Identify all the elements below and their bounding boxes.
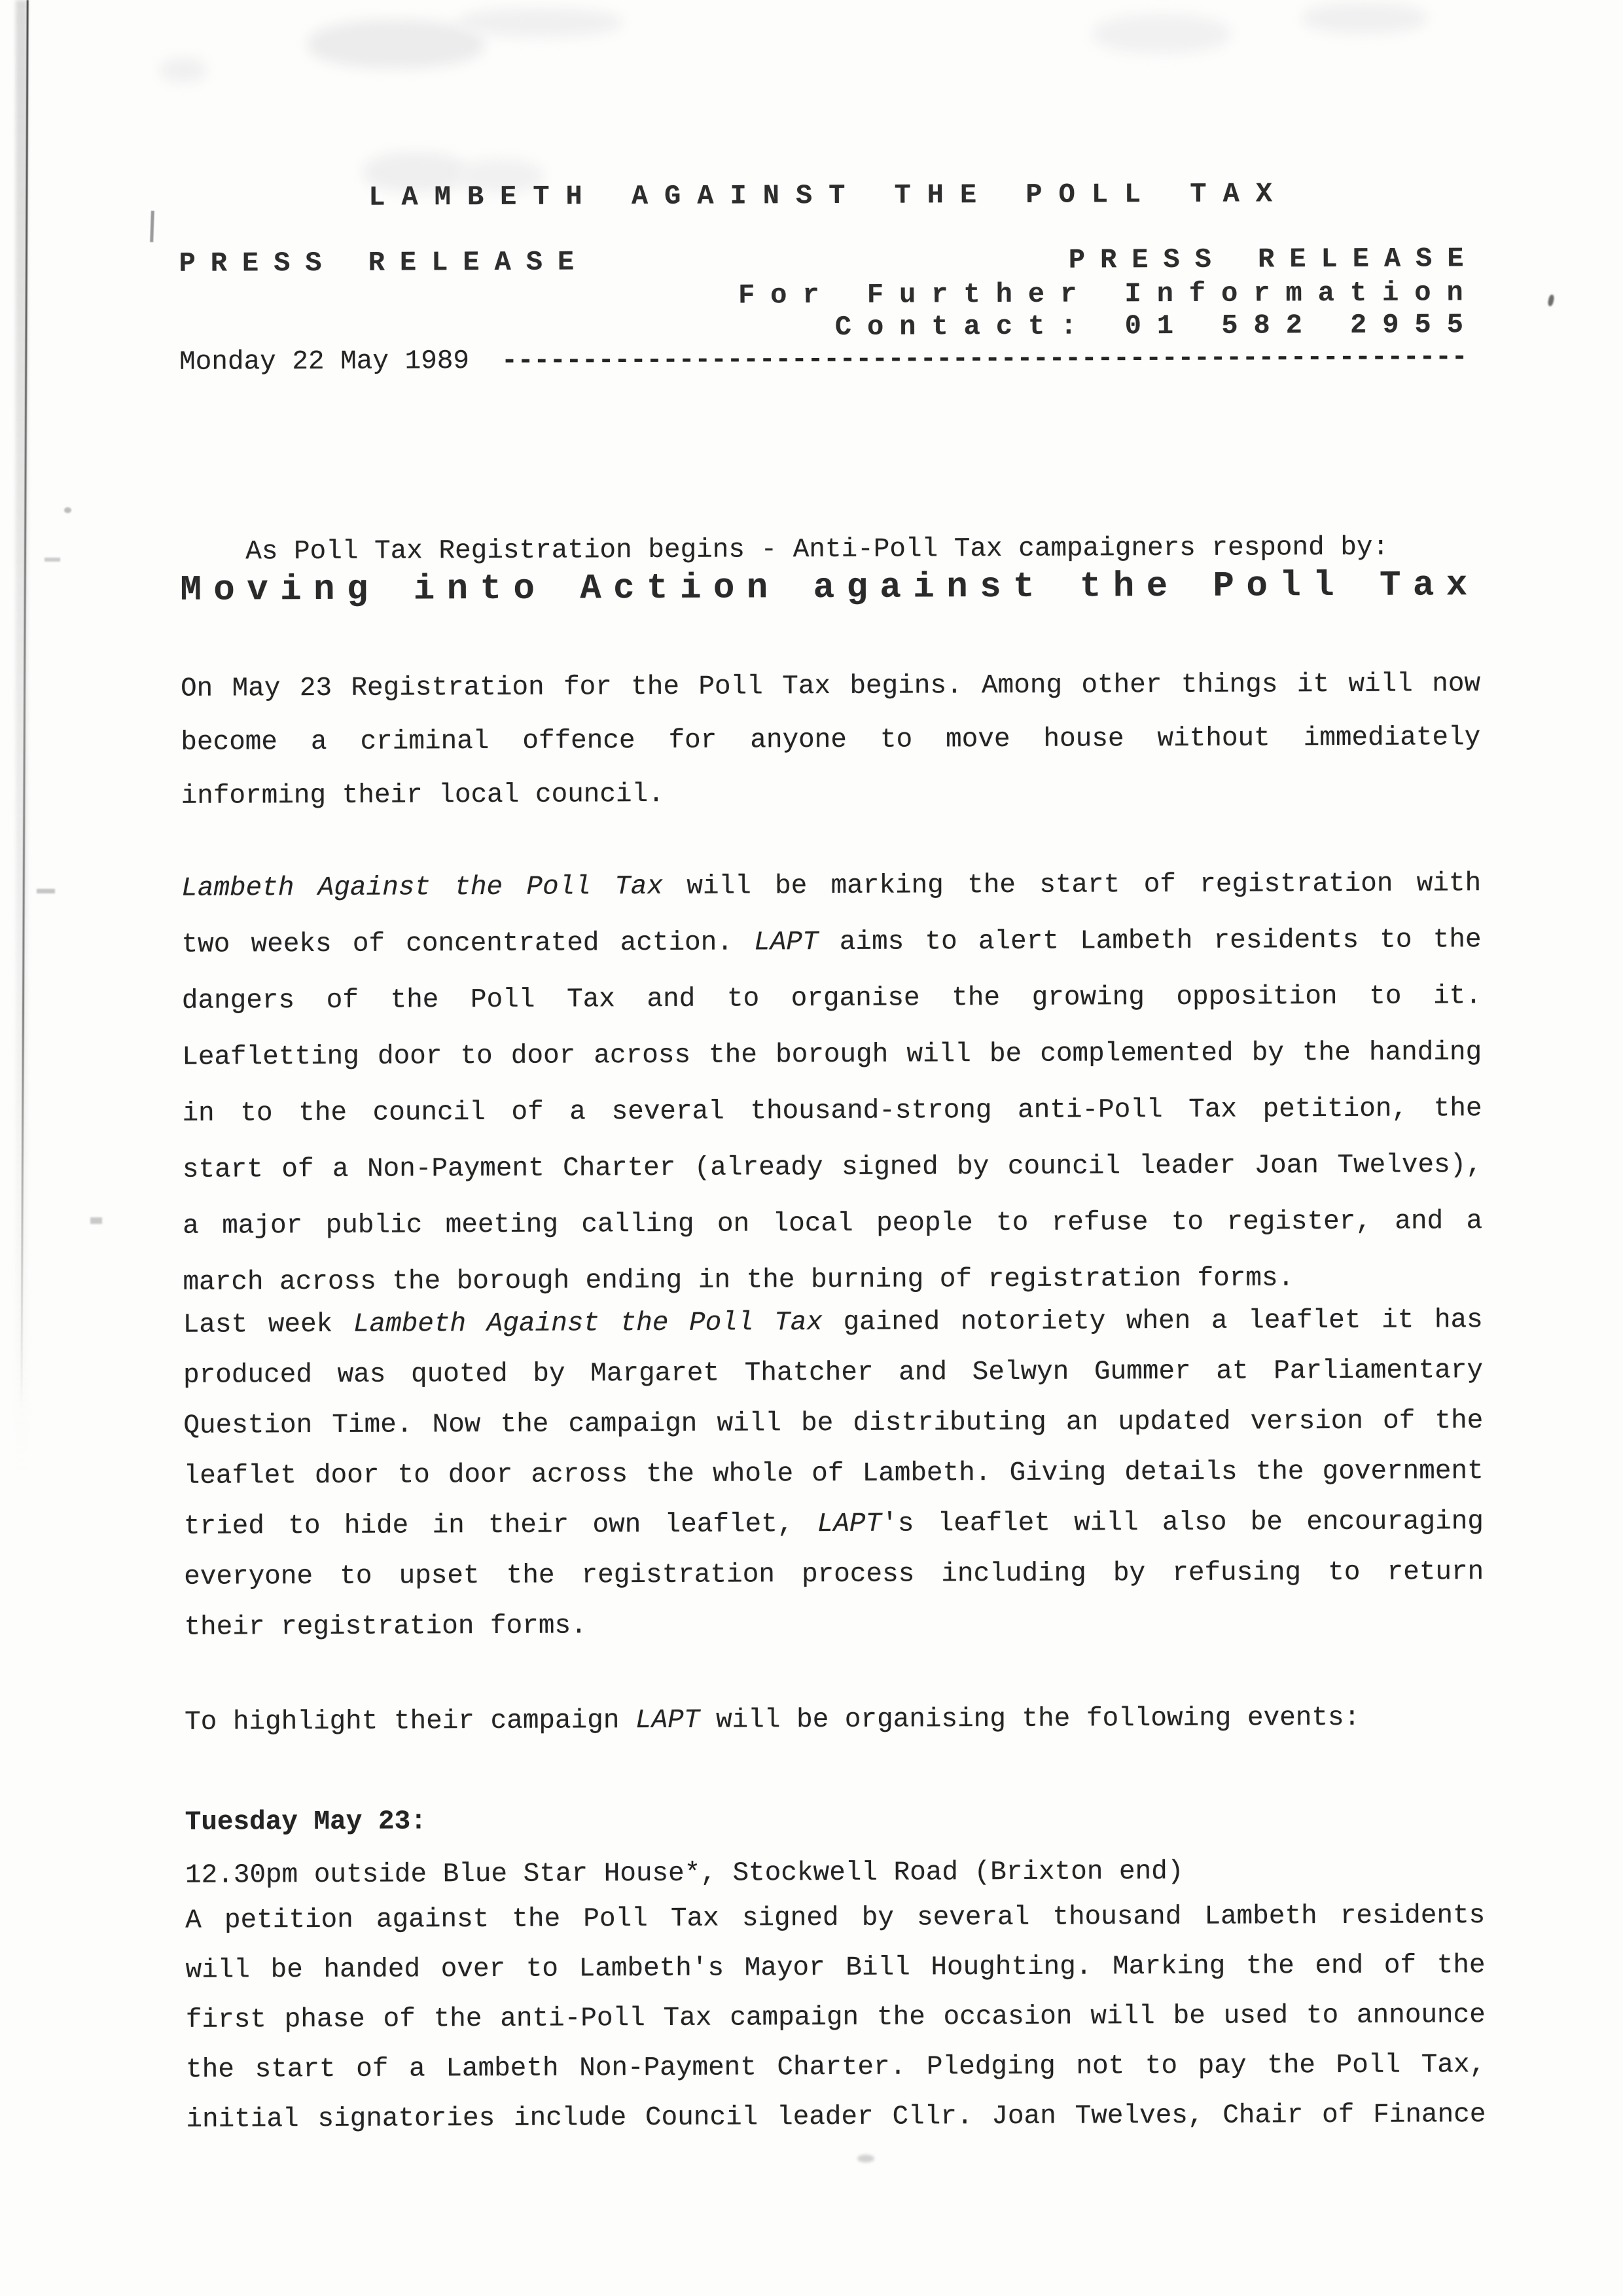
paragraph-campaign: [181, 855, 1483, 1311]
intro-line: As Poll Tax Registration begins - Anti-Poll Tax campaigners respond by:: [245, 532, 1389, 567]
tuesday-time-line: [185, 1853, 1485, 1894]
text-line: will be handed over to Lambeth's Mayor Bill Houghting. Marking the end of the: [185, 1950, 1486, 1986]
text-line: their registration forms.: [184, 1611, 587, 1643]
text-line: the start of a Lambeth Non-Payment Charter. Pledging not to pay the Poll Tax,: [186, 2050, 1486, 2085]
further-information-line: For Further Information: [738, 277, 1479, 312]
text-line: in to the council of a several thousand-strong anti-Poll Tax petition, the: [182, 1094, 1482, 1129]
text-line: 12.30pm outside Blue Star House*, Stockwell Road (Brixton end): [185, 1856, 1184, 1891]
scan-speck-artifact: [1547, 294, 1555, 306]
press-release-right-label: PRESS RELEASE: [1068, 243, 1479, 276]
text-line: initial signatories include Council leader Cllr. Joan Twelves, Chair of Finance: [186, 2100, 1486, 2135]
contact-phone-line: Contact: 01 582 2955: [834, 309, 1480, 343]
text-line: a major public meeting calling on local people to refuse to register, and a: [183, 1206, 1483, 1242]
text-line: dangers of the Poll Tax and to organise the growing opposition to it.: [181, 981, 1482, 1016]
text-line: start of a Non-Payment Charter (already signed by council leader Joan Twelves),: [182, 1150, 1482, 1185]
scan-tick-artifact: [150, 211, 154, 242]
scan-speck-artifact: [37, 889, 55, 893]
date-text: Monday 22 May 1989: [179, 346, 470, 378]
tuesday-heading: Tuesday May 23:: [185, 1806, 427, 1838]
document-title: LAMBETH AGAINST THE POLL TAX: [368, 178, 1289, 213]
text-line: tried to hide in their own leaflet, LAPT's leaflet will also be encouraging: [183, 1507, 1484, 1542]
scan-speck-artifact: [64, 507, 71, 513]
paragraph-notoriety: [183, 1295, 1484, 1653]
dateline: [179, 340, 1479, 381]
paragraph-opening: [181, 657, 1481, 823]
text-line: Last week Lambeth Against the Poll Tax gained notoriety when a leaflet it has: [183, 1305, 1483, 1340]
text-line: everyone to upset the registration process including by refusing to return: [184, 1557, 1484, 1592]
press-release-left-label: PRESS RELEASE: [179, 246, 590, 279]
headline: Moving into Action against the Poll Tax: [180, 565, 1480, 611]
text-line: first phase of the anti-Poll Tax campaign the occasion will be used to announce: [185, 2000, 1486, 2036]
text-line: On May 23 Registration for the Poll Tax begins. Among other things it will now: [180, 669, 1481, 704]
text-line: Leafletting door to door across the borough will be complemented by the handing: [182, 1037, 1482, 1073]
date-rule: ------------------------------------------------------------: [501, 342, 1468, 376]
text-line: leaflet door to door across the whole of Lambeth. Giving details the government: [183, 1456, 1484, 1492]
text-line: Question Time. Now the campaign will be distributing an updated version of the: [183, 1406, 1484, 1441]
press-release-row: [179, 242, 1478, 280]
text-line: become a criminal offence for anyone to move house without immediately: [181, 723, 1481, 758]
text-line: To highlight their campaign LAPT will be organising the following events:: [185, 1702, 1361, 1738]
date-gap: [469, 346, 501, 376]
text-line: two weeks of concentrated action. LAPT aims to alert Lambeth residents to the: [181, 925, 1482, 960]
document-content: [178, 0, 1486, 2296]
paragraph-events-intro: [185, 1693, 1484, 1748]
scan-speck-artifact: [90, 1217, 102, 1224]
text-line: march across the borough ending in the burning of registration forms.: [183, 1263, 1294, 1298]
text-line: Lambeth Against the Poll Tax will be marking the start of registration with: [181, 869, 1482, 904]
text-line: produced was quoted by Margaret Thatcher and Selwyn Gummer at Parliamentary: [183, 1355, 1484, 1391]
text-line: A petition against the Poll Tax signed by several thousand Lambeth residents: [185, 1901, 1486, 1936]
paragraph-tuesday-details: [185, 1891, 1486, 2145]
text-line: informing their local council.: [181, 779, 664, 812]
scan-speck-artifact: [45, 558, 60, 562]
